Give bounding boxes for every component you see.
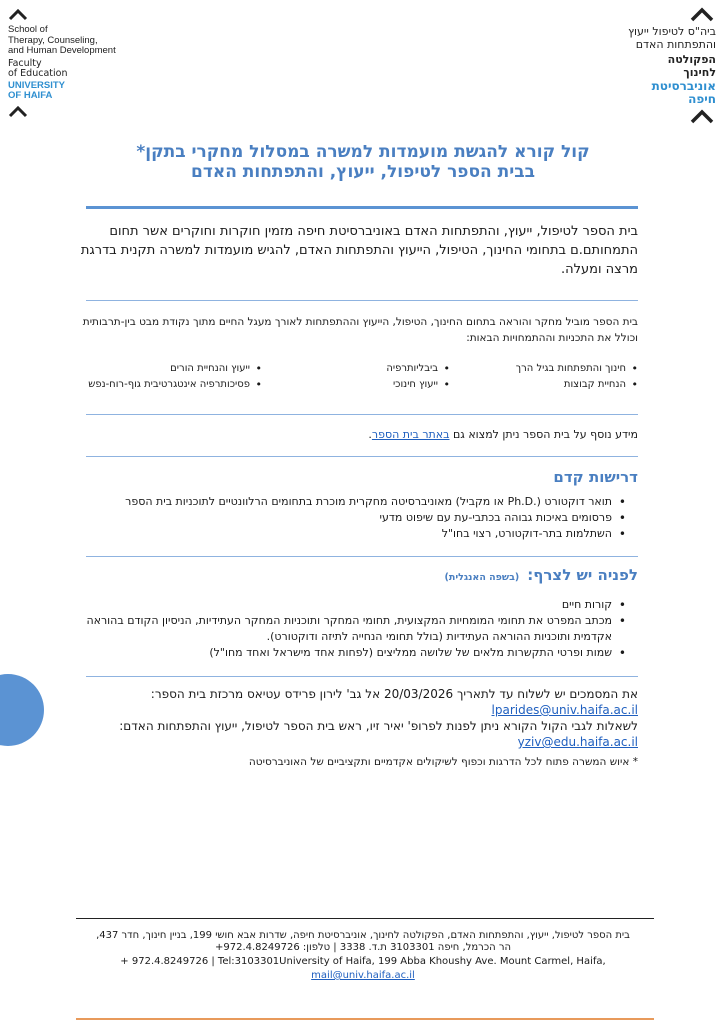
program-item: הנחיית קבוצות • <box>564 378 626 392</box>
chevron-down-icon <box>8 104 28 118</box>
logo-school-lines <box>8 25 148 57</box>
questions-instructions: לשאלות לגבי הקול הקורא ניתן לפנות לפרופ' יאיר זיו, ראש בית הספר לטיפול, ייעוץ והתפתחות האדם: <box>119 719 638 733</box>
divider <box>86 206 638 209</box>
more-info-text: מידע נוסף על בית הספר ניתן למצוא גם <box>453 428 638 441</box>
coordinator-email-link[interactable]: lparides@univ.haifa.ac.il <box>491 703 638 717</box>
footer-address-he: בית הספר לטיפול, ייעוץ, והתפתחות האדם, הפקולטה לחינוך, אוניברסיטת חיפה, שדרות אבא חושי 199, בניין חינוך, חדר 437, <box>96 930 630 941</box>
logo-line: ביה"ס לטיפול ייעוץ <box>628 25 716 38</box>
divider <box>86 414 638 415</box>
programs-paragraph: בית הספר מוביל מחקר והוראה בתחום החינוך, הטיפול, הייעוץ וההתפתחות לאורך מעגל החיים מתוך נקודת מבט בין-תרבותית וכולל את התכניות וההתמחויות הבאות: <box>82 316 638 344</box>
divider <box>86 300 638 301</box>
list-item: • פרסומים באיכות גבוהה בכתבי-עת עם שיפוט מדעי <box>70 510 638 526</box>
logo-line: הפקולטה <box>667 53 716 66</box>
footer-email-link[interactable]: mail@univ.haifa.ac.il <box>311 970 415 981</box>
footer-bottom-rule <box>76 1018 654 1020</box>
logo-hebrew <box>566 6 716 128</box>
logo-line: Faculty <box>8 57 42 69</box>
more-info-end: . <box>368 428 372 441</box>
footer <box>74 930 652 982</box>
head-email-link[interactable]: yziv@edu.haifa.ac.il <box>517 735 638 749</box>
chevron-down-icon <box>690 108 714 124</box>
intro-paragraph: בית הספר לטיפול, ייעוץ, והתפתחות האדם באוניברסיטת חיפה מזמין חוקרות וחוקרים אשר תחום התמחותם.ם בתחומי החינוך, הטיפול, הייעוץ והתפתחות האדם, להגיש מועמדות למשרה תקנית בדרגת מרצה ומעלה. <box>80 224 638 277</box>
logo-faculty <box>8 59 148 80</box>
divider <box>86 676 638 677</box>
footer-phone-he: הר הכרמל, חיפה 3103301 ת.ד. 3338 | טלפון: 972.4.8249726+ <box>214 942 511 953</box>
more-info <box>90 428 638 442</box>
program-item: ייעוץ חינוכי • <box>393 378 438 392</box>
list-item: • תואר דוקטורט (.Ph.D או מקביל) מאוניברסיטה מחקרית מוכרת בתחומים הרלוונטיים לתוכניות בית הספר <box>70 494 638 510</box>
program-item: פסיכותרפיה אינטגרטיבית גוף-רוח-נפש • <box>88 378 250 392</box>
footer-divider <box>76 918 654 919</box>
program-item: ייעוץ והנחיית הורים • <box>170 362 250 376</box>
logo-line: לחינוך <box>683 65 716 79</box>
logo-line: of Education <box>8 68 68 79</box>
logo-line: והתפתחות האדם <box>635 37 716 51</box>
requirements-heading: דרישות קדם <box>553 468 638 486</box>
logo-line: and Human Development <box>8 45 116 56</box>
attachments-language-note: (בשפה האנגלית) <box>444 572 520 583</box>
logo-line: UNIVERSITY <box>8 79 66 91</box>
chevron-up-icon <box>690 6 714 22</box>
programs-list <box>60 362 638 396</box>
contact-section <box>88 686 638 750</box>
list-item: • השתלמות בתר-דוקטורט, רצוי בחו"ל <box>70 526 638 542</box>
title-line: קול קורא להגשת מועמדות למשרה במסלול מחקרי בתקן* <box>136 142 590 162</box>
footer-address-en: + 972.4.8249726 | Tel:3103301University of Haifa, 199 Abba Khoushy Ave. Mount Carmel, Haifa, <box>120 956 606 967</box>
attachments-section <box>70 566 638 661</box>
school-website-link[interactable]: באתר בית הספר <box>371 428 450 441</box>
program-item: חינוך והתפתחות בגיל הרך • <box>516 362 626 376</box>
logo-university: אוניברסיטת <box>651 79 716 93</box>
program-item: ביבליותרפיה • <box>386 362 438 376</box>
footnote: * איוש המשרה פתוח לכל הדרגות וכפוף לשיקולים אקדמיים ותקציביים של האוניברסיטה <box>248 756 638 768</box>
logo-line: Therapy, Counseling, <box>8 34 98 46</box>
page-title <box>60 142 666 182</box>
decorative-circle <box>0 674 44 746</box>
requirements-list <box>70 494 638 542</box>
attachments-heading-text: לפניה יש לצרף: <box>527 566 638 584</box>
divider <box>86 556 638 557</box>
logo-university: חיפה <box>688 92 716 106</box>
submission-instructions: את המסמכים יש לשלוח עד לתאריך 20/03/2026 אל גב' לירון פרידס עטיאס מרכזת בית הספר: <box>150 687 638 701</box>
list-item: • קורות חיים <box>70 597 638 613</box>
title-line: בבית הספר לטיפול, ייעוץ, והתפתחות האדם <box>191 162 535 182</box>
logo-english <box>8 6 148 122</box>
logo-line: OF HAIFA <box>8 90 53 101</box>
list-item: • מכתב המפרט את תחומי המומחיות המקצועית, תחומי המחקר ותוכניות המחקר העתידיות, הניסיון הקודם בהוראה אקדמית ותוכניות ההוראה העתידיות (בולל תחומי הנחייה לתיזה ודוקטורט). <box>70 613 638 645</box>
logo-faculty <box>566 54 716 79</box>
attachments-list <box>70 597 638 661</box>
logo-line: School of <box>8 24 48 35</box>
logo-university <box>8 81 148 102</box>
chevron-up-icon <box>8 7 28 21</box>
attachments-heading <box>70 566 638 587</box>
logo-school-lines <box>566 26 716 51</box>
list-item: • שמות ופרטי התקשרות מלאים של שלושה ממליצים (לפחות אחד מישראל ואחד מחו"ל) <box>70 645 638 661</box>
divider <box>86 456 638 457</box>
requirements-section <box>70 468 638 542</box>
